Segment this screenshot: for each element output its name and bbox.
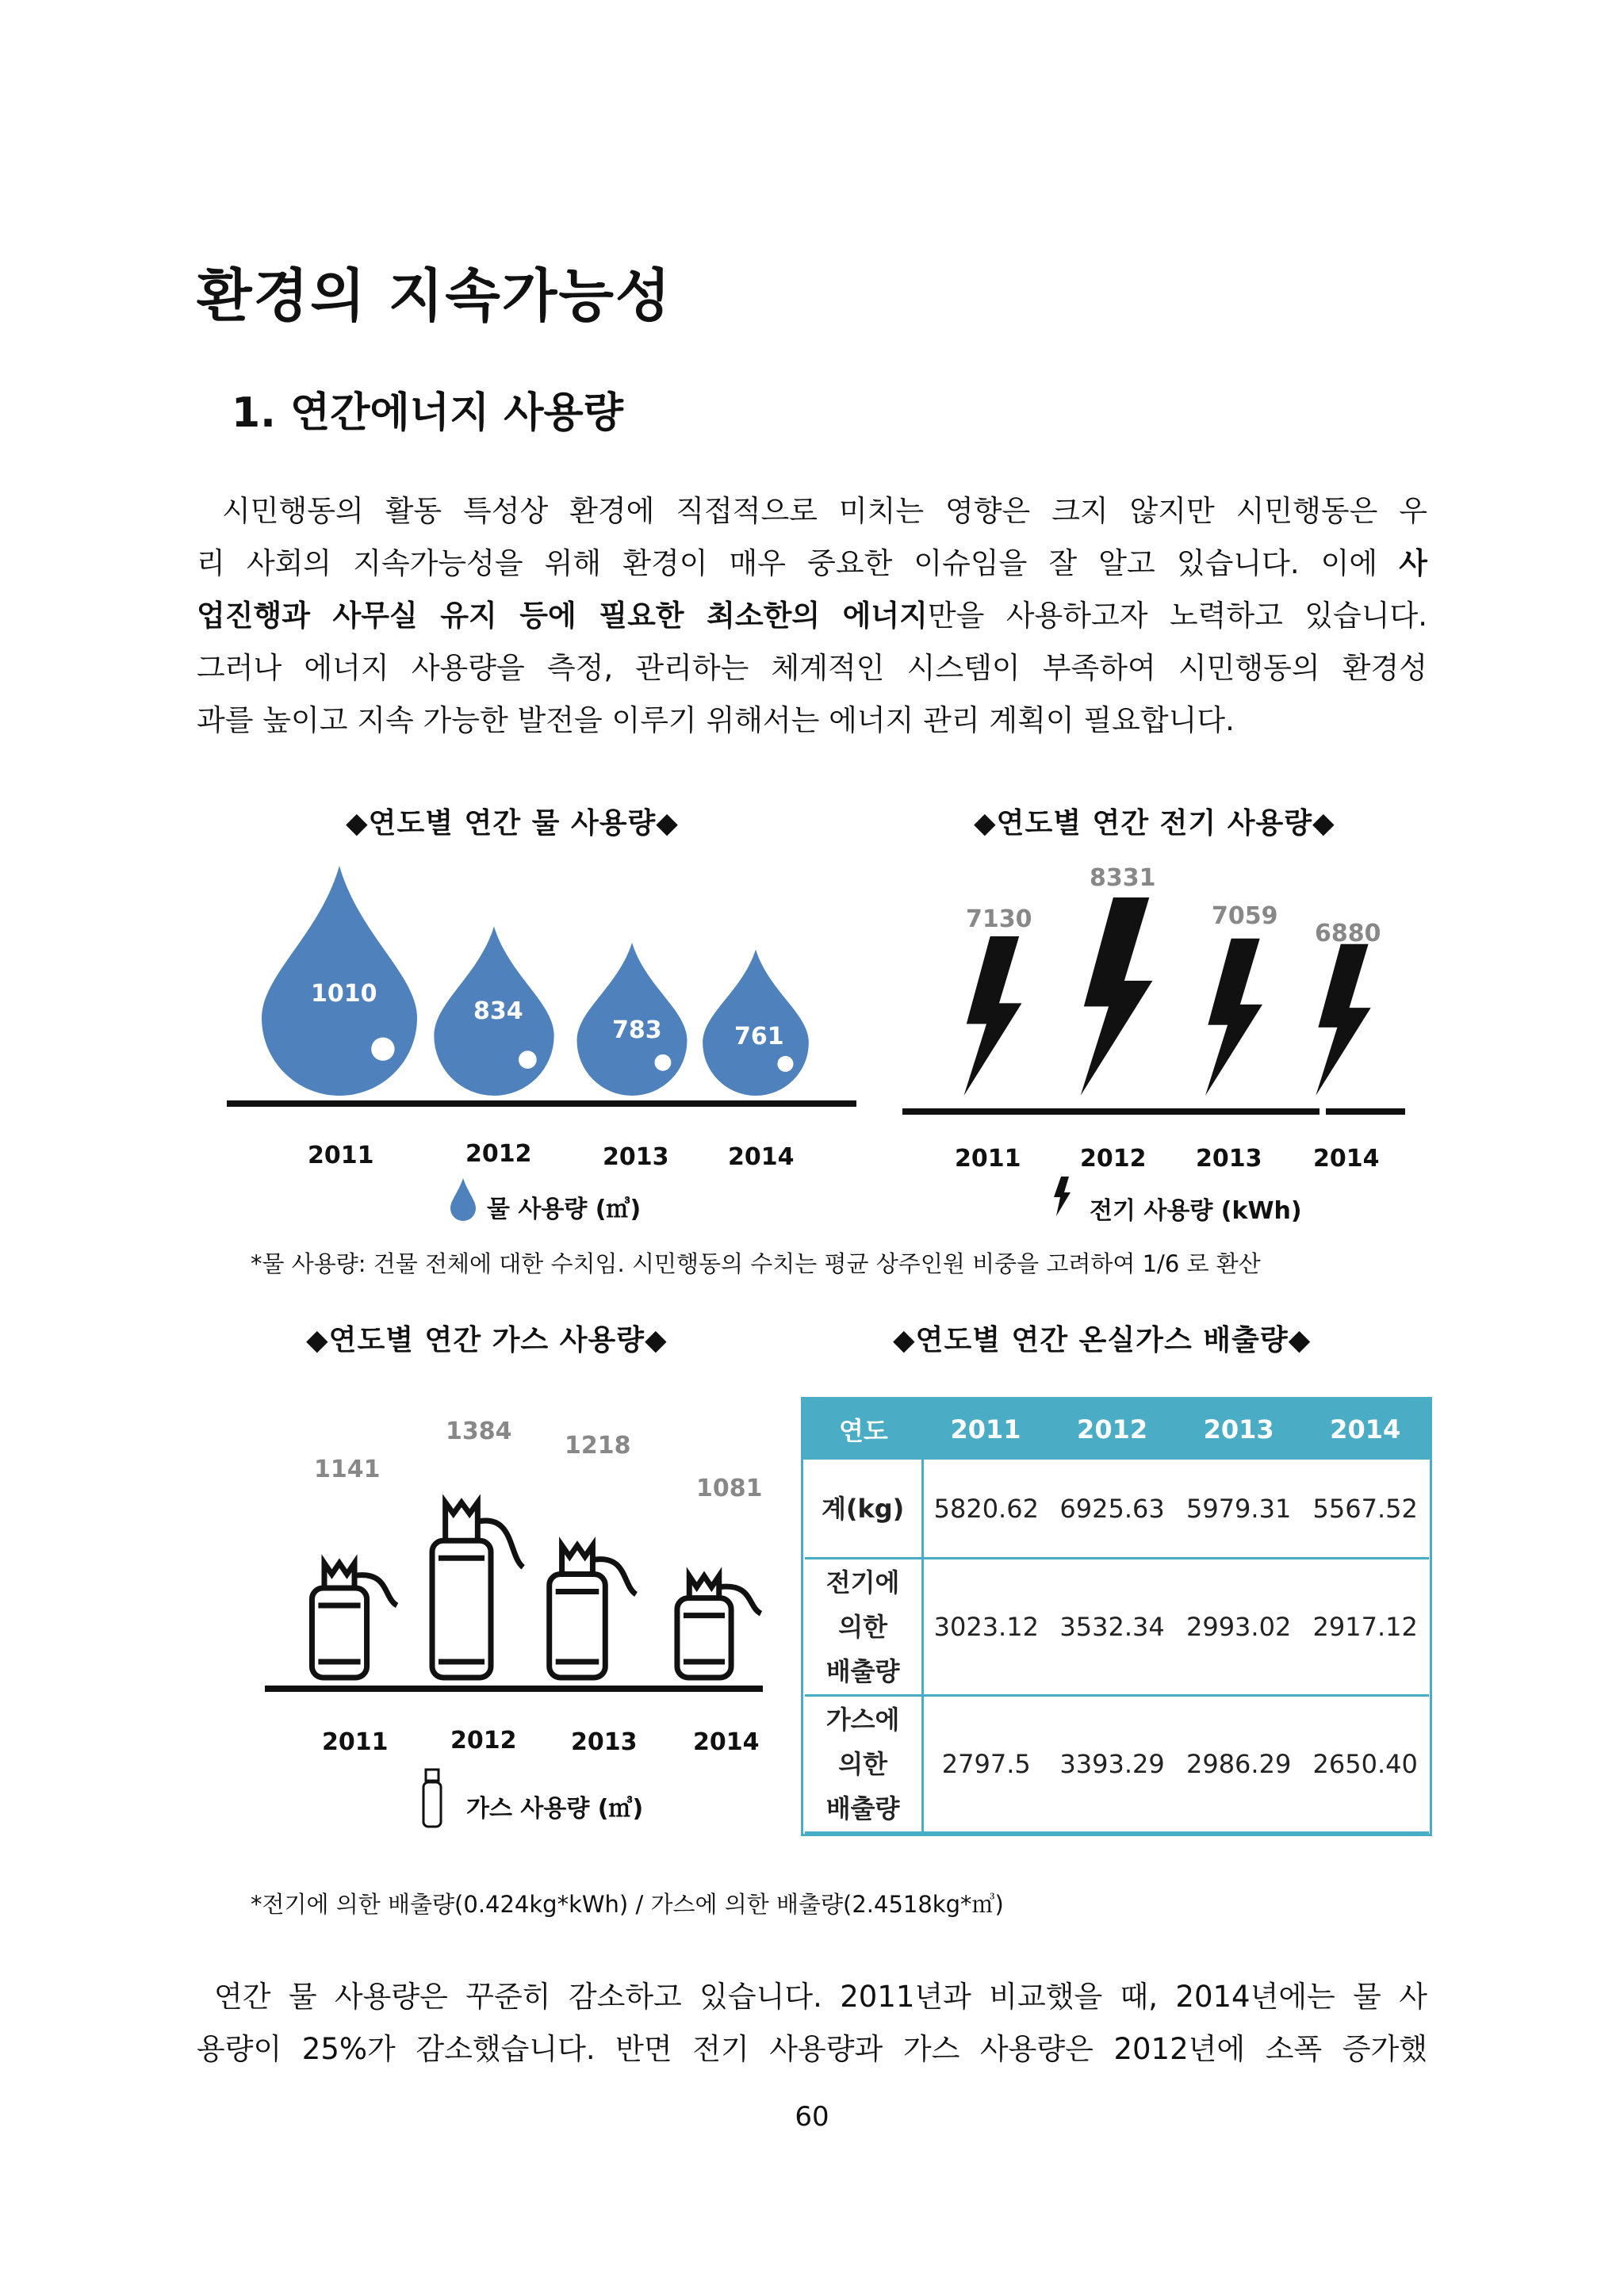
table-cell: 3023.12 [922,1559,1049,1696]
water-drop-highlight-2013 [654,1054,671,1071]
gas-value-2013: 1218 [565,1432,631,1460]
gas-baseline [265,1686,763,1692]
gas-year-2011: 2011 [322,1728,389,1756]
row-label-electric: 전기에 의한 배출량 [805,1559,923,1696]
water-drop-highlight-2014 [777,1056,793,1072]
intro-line-2: 리 사회의 지속가능성을 위해 환경이 매우 중요한 이슈임을 잘 알고 있습니다. 이에 사 [197,546,1427,580]
table-cell: 2986.29 [1175,1696,1302,1833]
table-cell: 6925.63 [1049,1459,1176,1559]
intro-line-1: 시민행동의 활동 특성상 환경에 직접적으로 미치는 영향은 크지 않지만 시민행동은 우 [222,494,1427,528]
water-drop-highlight-2012 [519,1050,537,1069]
table-cell: 5567.52 [1302,1459,1429,1559]
lightning-bolt-2011 [964,936,1022,1096]
electricity-baseline-1 [902,1108,1320,1115]
gas-value-2014: 1081 [696,1475,763,1502]
header-2011: 2011 [922,1401,1049,1459]
lightning-bolt-icon [1051,1177,1072,1216]
water-year-2011: 2011 [308,1142,374,1169]
page-number: 60 [795,2101,829,2133]
lightning-bolt-2013 [1205,939,1262,1096]
electricity-baseline-2 [1326,1108,1405,1115]
table-cell: 2797.5 [922,1696,1049,1833]
water-value-2011: 1010 [311,980,377,1008]
table-cell: 3393.29 [1049,1696,1176,1833]
water-value-2012: 834 [473,997,523,1025]
gas-year-2013: 2013 [571,1728,638,1756]
gas-cylinder-2012 [432,1502,523,1678]
electricity-chart [896,856,1419,1126]
table-row [805,1696,1429,1833]
water-note: *물 사용량: 건물 전체에 대한 수치임. 시민행동의 수치는 평균 상주인원 비중을 고려하여 1/6 로 환산 [251,1250,1261,1277]
water-value-2013: 783 [612,1016,662,1044]
header-2014: 2014 [1302,1401,1429,1459]
electricity-value-2011: 7130 [966,905,1032,933]
gas-cylinder-icon [420,1766,447,1830]
gas-chart-title: ◆연도별 연간 가스 사용량◆ [306,1324,668,1357]
emission-note: *전기에 의한 배출량(0.424kg*kWh) / 가스에 의한 배출량(2.4518kg*㎥) [251,1891,1004,1918]
water-chart-title: ◆연도별 연간 물 사용량◆ [346,807,679,840]
conclusion-line-2: 용량이 25%가 감소했습니다. 반면 전기 사용량과 가스 사용량은 2012년에 소폭 증가했 [197,2032,1427,2066]
gas-cylinder-2014 [677,1576,761,1678]
electricity-year-2011: 2011 [955,1145,1021,1173]
table-cell: 5979.31 [1175,1459,1302,1559]
ghg-header-row [805,1401,1429,1459]
lightning-bolt-2014 [1316,944,1370,1096]
table-cell: 2650.40 [1302,1696,1429,1833]
water-value-2014: 761 [734,1023,784,1050]
intro-line-5: 과를 높이고 지속 가능한 발전을 이루기 위해서는 에너지 관리 계획이 필요합니다. [197,703,1235,737]
table-cell: 3532.34 [1049,1559,1176,1696]
gas-year-2012: 2012 [450,1727,517,1755]
water-year-2012: 2012 [465,1140,532,1168]
header-year: 연도 [805,1401,923,1459]
header-2013: 2013 [1175,1401,1302,1459]
lightning-bolt-2012 [1081,897,1153,1096]
gas-cylinder-2013 [550,1545,636,1678]
header-2012: 2012 [1049,1401,1176,1459]
conclusion-line-1: 연간 물 사용량은 꾸준히 감소하고 있습니다. 2011년과 비교했을 때, 2014년에는 물 사 [214,1980,1427,2014]
gas-value-2012: 1384 [446,1418,512,1445]
gas-year-2014: 2014 [693,1728,760,1756]
subsection-title: 1. 연간에너지 사용량 [232,389,623,437]
table-row [805,1459,1429,1559]
electricity-year-2014: 2014 [1313,1145,1380,1173]
electricity-year-2012: 2012 [1080,1145,1147,1173]
electricity-year-2013: 2013 [1196,1145,1262,1173]
intro-line-3: 업진행과 사무실 유지 등에 필요한 최소한의 에너지만을 사용하고자 노력하고 있습니다. [197,599,1427,633]
gas-cylinder-2011 [312,1563,396,1678]
water-year-2014: 2014 [728,1143,795,1171]
water-year-2013: 2013 [603,1143,669,1171]
row-label-gas: 가스에 의한 배출량 [805,1696,923,1833]
section-title: 환경의 지속가능성 [197,262,672,329]
table-row [805,1559,1429,1696]
electricity-legend: 전기 사용량 (kWh) [1090,1197,1302,1225]
ghg-table [801,1397,1432,1836]
row-label-total: 계(kg) [805,1459,923,1559]
electricity-value-2012: 8331 [1090,864,1156,892]
electricity-value-2014: 6880 [1315,920,1381,947]
electricity-value-2013: 7059 [1212,902,1278,930]
table-cell: 2993.02 [1175,1559,1302,1696]
gas-legend: 가스 사용량 (㎥) [466,1795,644,1823]
intro-line-4: 그러나 에너지 사용량을 측정, 관리하는 체계적인 시스템이 부족하여 시민행동의 환경성 [197,651,1427,685]
water-baseline [227,1100,856,1107]
water-drop-icon [449,1177,477,1221]
ghg-table-title: ◆연도별 연간 온실가스 배출량◆ [893,1324,1312,1357]
table-cell: 2917.12 [1302,1559,1429,1696]
water-legend: 물 사용량 (㎥) [487,1196,642,1223]
table-cell: 5820.62 [922,1459,1049,1559]
water-drop-highlight-2011 [371,1038,394,1061]
gas-value-2011: 1141 [314,1456,381,1483]
electricity-chart-title: ◆연도별 연간 전기 사용량◆ [974,807,1335,840]
